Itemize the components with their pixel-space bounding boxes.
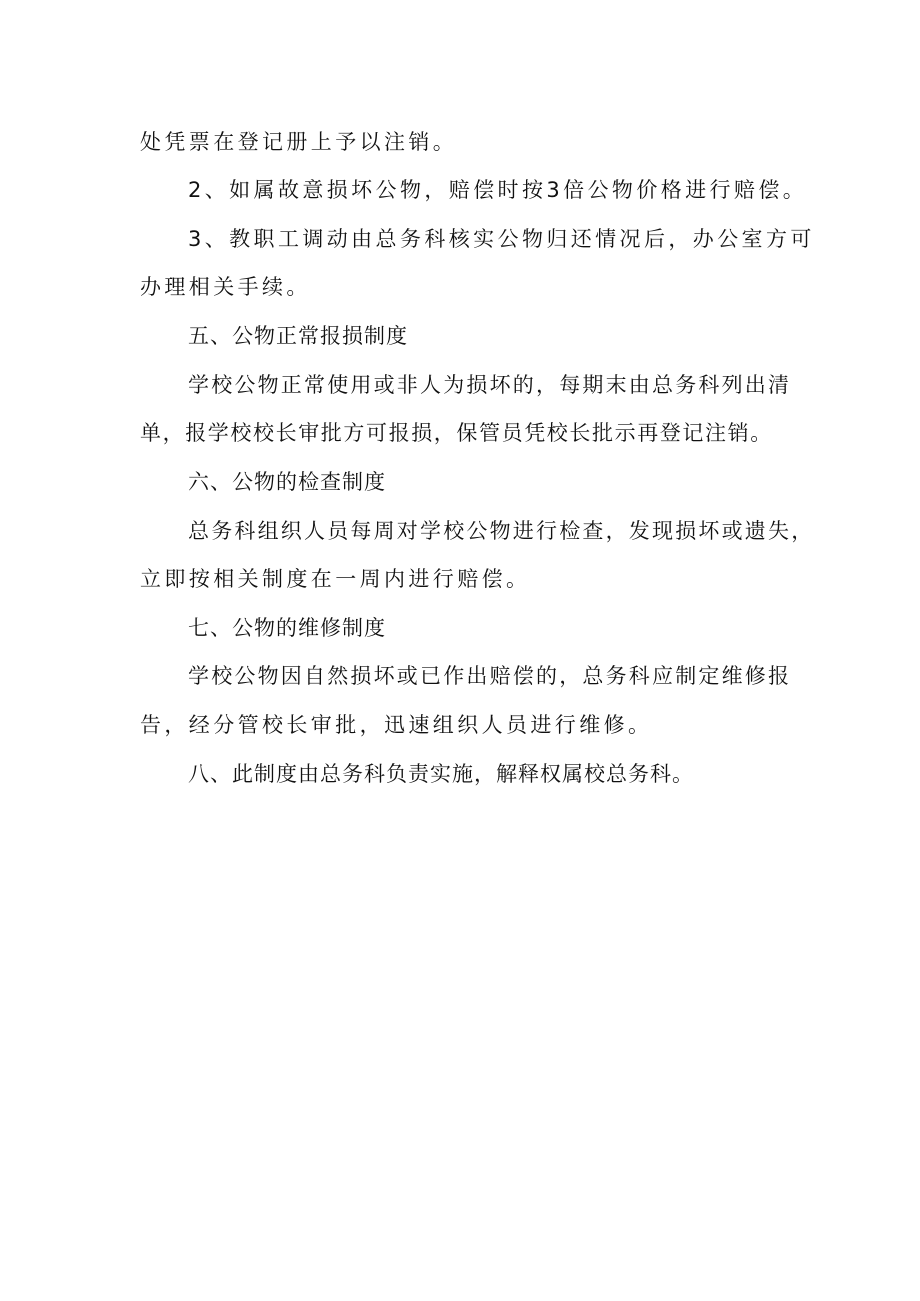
paragraph-line: 学校公物正常使用或非人为损坏的，每期末由总务科列出清: [188, 373, 792, 397]
section-heading-5: 五、公物正常报损制度: [188, 324, 408, 348]
paragraph-line: 学校公物因自然损坏或已作出赔偿的，总务科应制定维修报: [188, 664, 792, 688]
section-heading-8: 八、此制度由总务科负责实施，解释权属校总务科。: [188, 762, 694, 786]
paragraph-line: 立即按相关制度在一周内进行赔偿。: [140, 567, 531, 591]
paragraph-line: 办理相关手续。: [140, 275, 311, 299]
paragraph-line: 总务科组织人员每周对学校公物进行检查，发现损坏或遗失，: [188, 519, 815, 543]
paragraph-line: 告，经分管校长审批，迅速组织人员进行维修。: [140, 713, 653, 737]
section-heading-6: 六、公物的检查制度: [188, 470, 386, 494]
list-item-2: 2、如属故意损坏公物，赔偿时按3倍公物价格进行赔偿。: [188, 178, 808, 202]
paragraph-line: 处凭票在登记册上予以注销。: [140, 130, 458, 154]
list-item-3: 3、教职工调动由总务科核实公物归还情况后，办公室方可: [188, 227, 815, 251]
section-heading-7: 七、公物的维修制度: [188, 616, 386, 640]
paragraph-line: 单，报学校校长审批方可报损，保管员凭校长批示再登记注销。: [140, 421, 773, 445]
